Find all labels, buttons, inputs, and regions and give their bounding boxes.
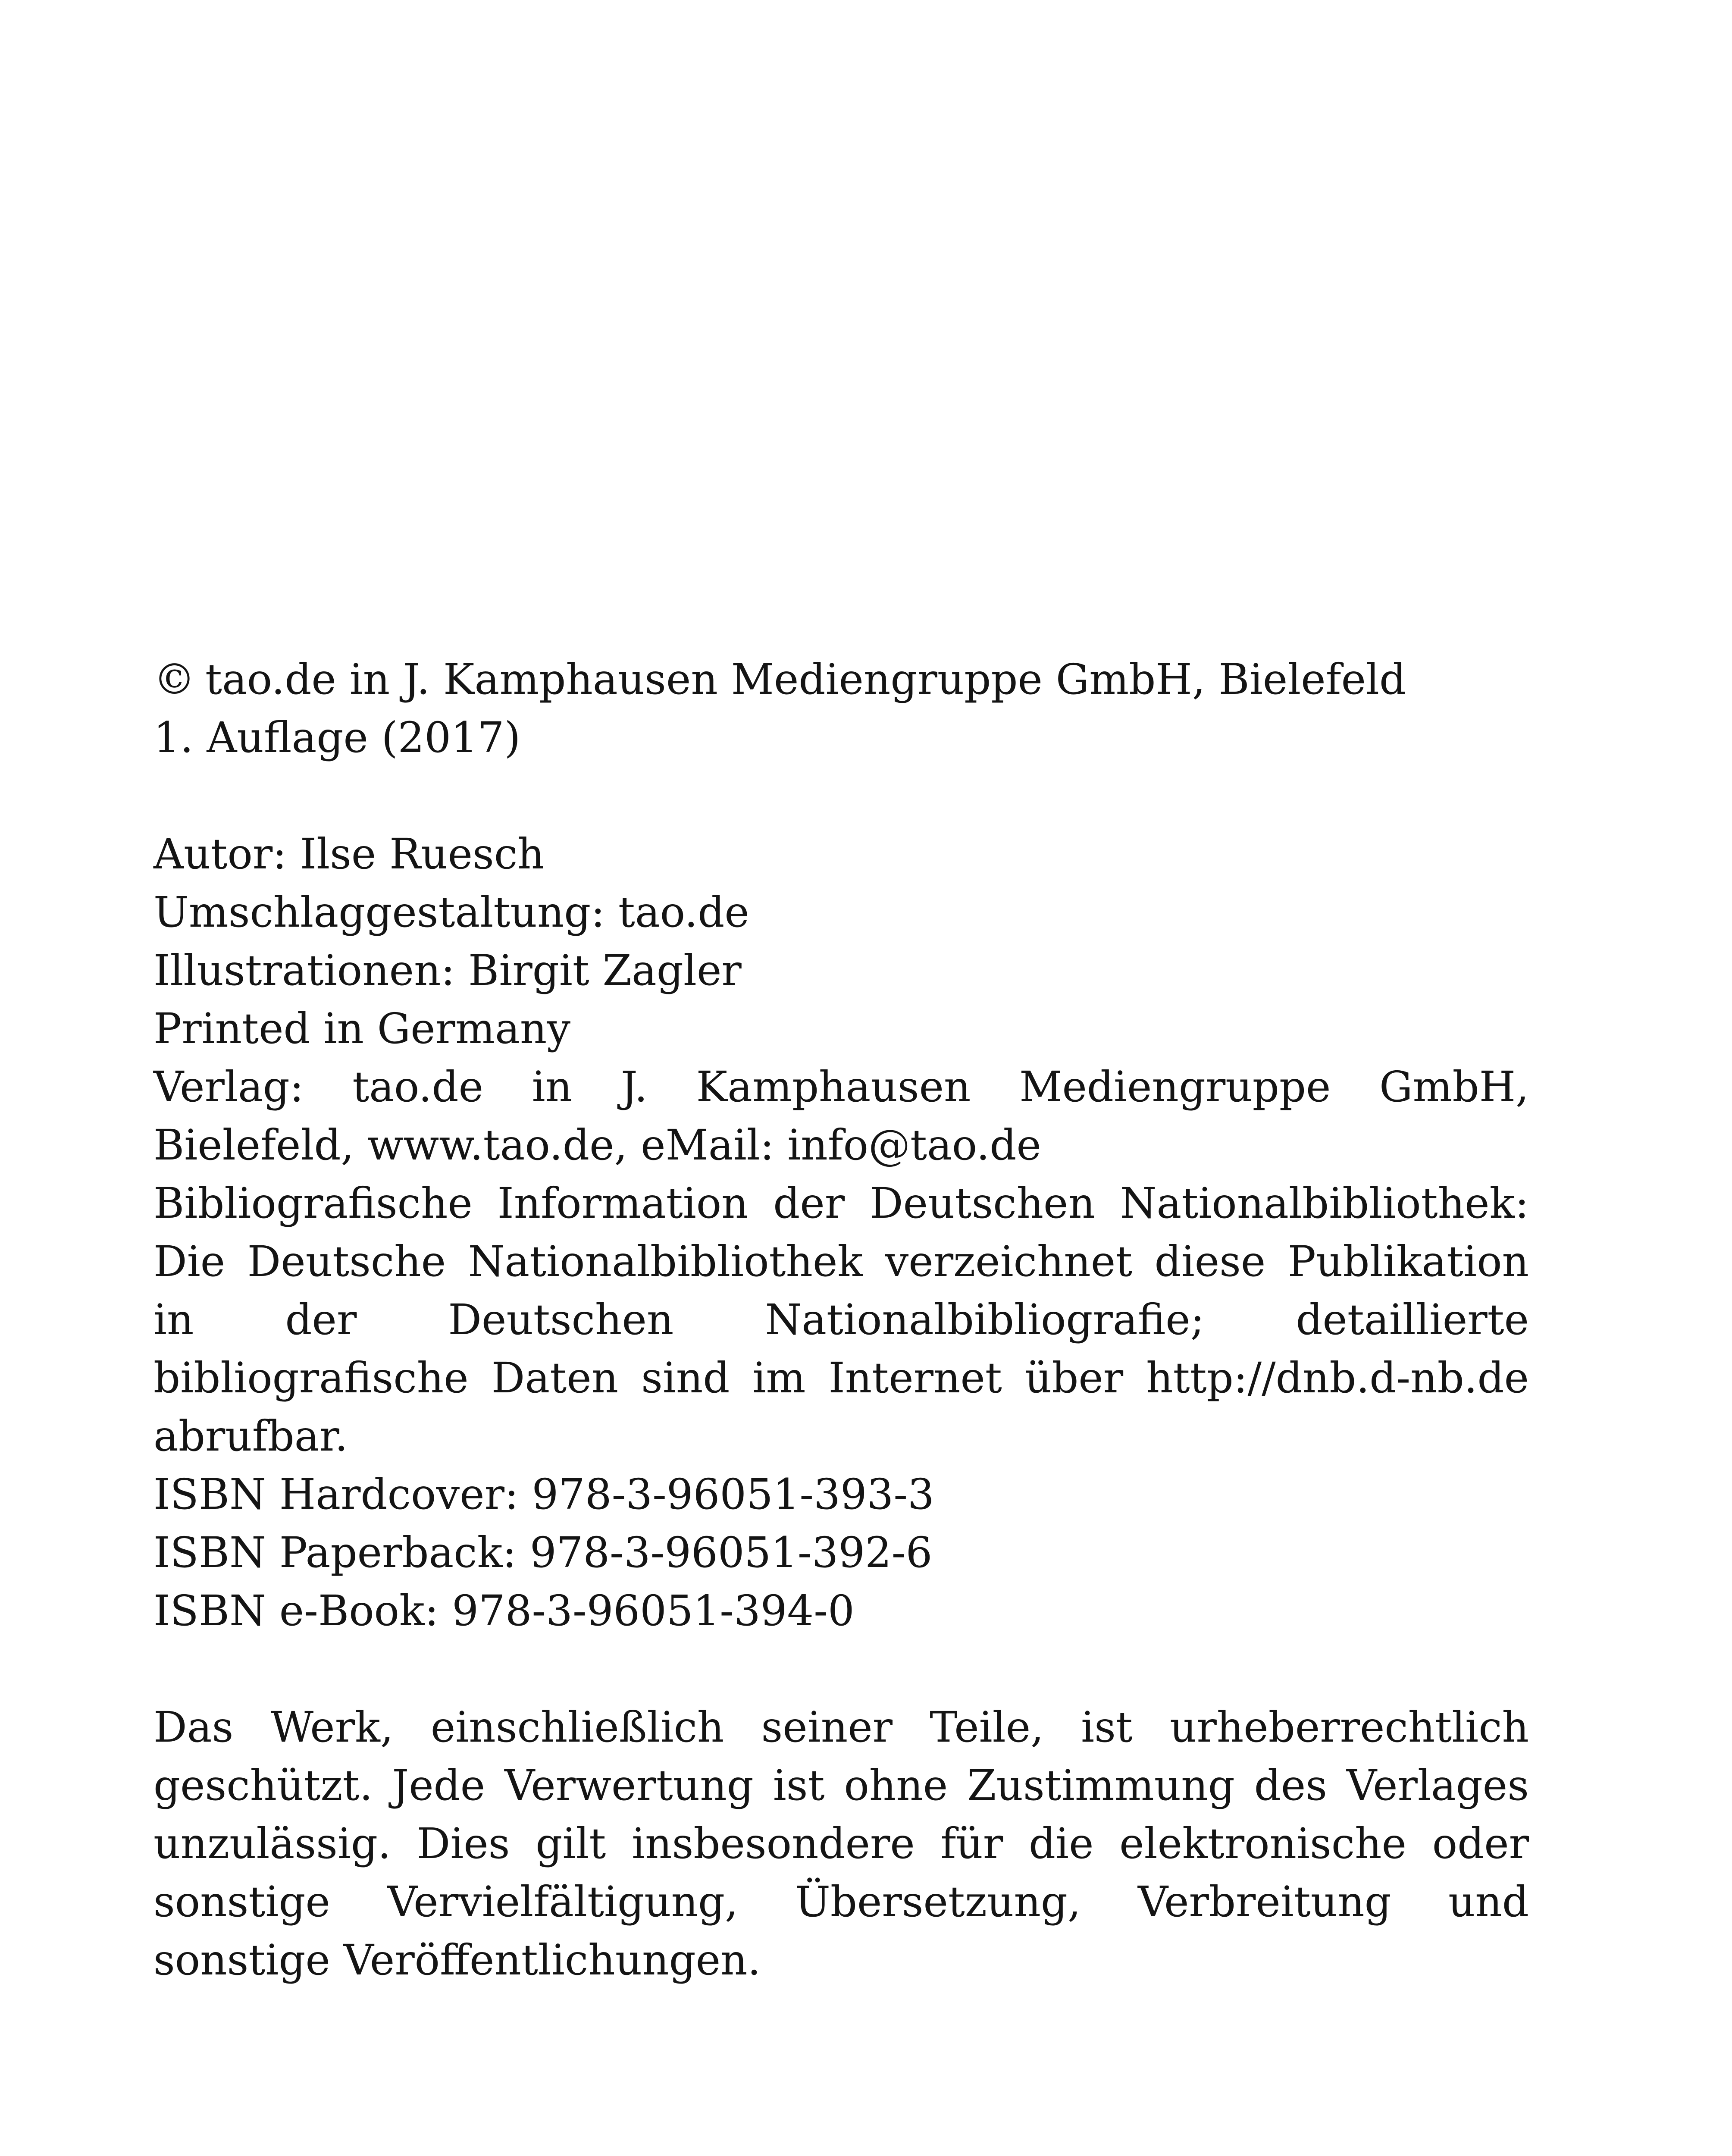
spacer: [153, 1640, 1529, 1698]
isbn-hardcover: ISBN Hardcover: 978-3-96051-393-3: [153, 1470, 934, 1519]
spacer: [153, 767, 1529, 825]
copyright-holder: tao.de in J. Kamphausen Mediengruppe GmbH, Bielefeld: [205, 655, 1406, 704]
imprint-block: [153, 650, 1529, 1989]
author: Autor: Ilse Ruesch: [153, 830, 545, 878]
bibliographic-info: Bibliografische Information der Deutschen Nationalbibliothek: Die Deutsche Nationalbibliothek verzeichnet diese Publikation in der Deutschen Nationalbibliografie; detaillierte bibliografische Daten sind im Internet über http://dnb.d-nb.de abrufbar.: [153, 1179, 1529, 1460]
copyright-icon: ©: [153, 655, 195, 704]
printed-in: Printed in Germany: [153, 1004, 571, 1053]
rights-notice: Das Werk, einschließlich seiner Teile, ist urheberrechtlich geschützt. Jede Verwertung ist ohne Zustimmung des Verlages unzulässig. Dies gilt insbesondere für die elektronische oder sonstige Vervielfältigung, Übersetzung, Verbreitung und sonstige Veröffentlichungen.: [153, 1703, 1529, 1984]
edition: 1. Auflage (2017): [153, 713, 521, 762]
illustrations: Illustrationen: Birgit Zagler: [153, 946, 742, 995]
copyright-line: [153, 650, 1529, 708]
publisher-info: Verlag: tao.de in J. Kamphausen Mediengruppe GmbH, Bielefeld, www.tao.de, eMail: info@tao.de: [153, 1062, 1529, 1169]
isbn-paperback: ISBN Paperback: 978-3-96051-392-6: [153, 1528, 933, 1577]
cover-design: Umschlaggestaltung: tao.de: [153, 888, 749, 937]
isbn-ebook: ISBN e-Book: 978-3-96051-394-0: [153, 1586, 855, 1635]
